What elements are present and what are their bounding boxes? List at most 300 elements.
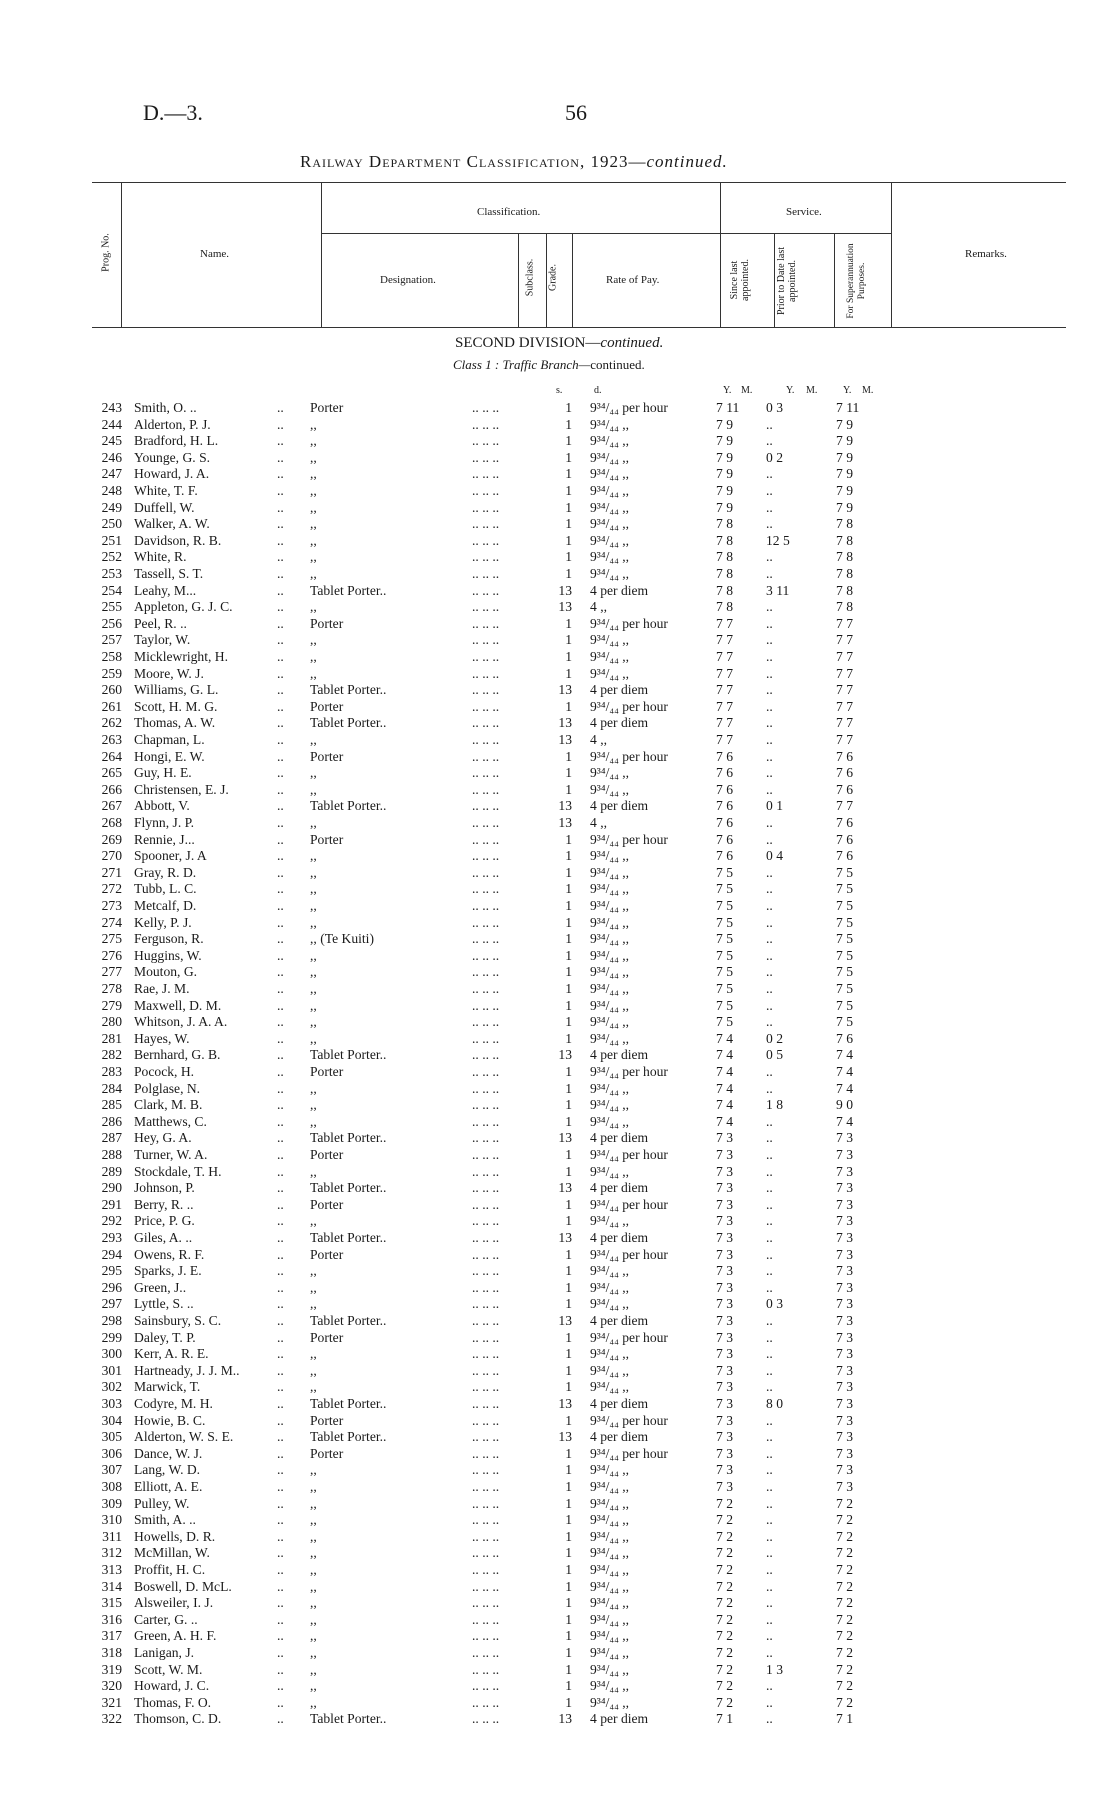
cell-rate-of-pay: 4 per diem [590, 1711, 649, 1727]
cell-rate-of-pay: 9³⁴/₄₄ ,, [590, 848, 630, 864]
cell-rate-of-pay: 9³⁴/₄₄ ,, [590, 898, 630, 913]
cell-since-last: 7 3 [716, 1230, 733, 1245]
cell-designation: ,, (Te Kuiti) [310, 931, 374, 947]
cell-since-last: 7 6 [716, 831, 733, 847]
cell-prior-to-date: .. [766, 1694, 773, 1710]
cell-subclass: 1 [565, 615, 572, 631]
leader-dots: .. .. .. [472, 881, 500, 897]
cell-since-last: 7 9 [716, 449, 733, 465]
cell-prog-no: 269 [101, 831, 122, 847]
leader-dots: .. [277, 1578, 284, 1594]
cell-prog-no: 296 [101, 1279, 122, 1295]
cell-since-last: 7 9 [716, 466, 733, 482]
cell-prior-to-date: .. [766, 615, 773, 631]
cell-prior-to-date: .. [766, 765, 773, 781]
cell-designation: ,, [310, 433, 317, 449]
cell-prog-no: 268 [101, 815, 122, 830]
cell-rate-of-pay: 9³⁴/₄₄ ,, [590, 1562, 630, 1577]
cell-name: Chapman, L. [134, 732, 205, 747]
col-grade: Grade. [547, 264, 559, 291]
cell-subclass: 1 [565, 914, 572, 930]
cell-subclass: 1 [565, 1412, 572, 1428]
cell-subclass: 1 [565, 532, 572, 548]
cell-rate-of-pay: 9³⁴/₄₄ ,, [590, 1678, 630, 1694]
cell-rate-of-pay: 9³⁴/₄₄ ,, [590, 1462, 630, 1478]
leader-dots: .. [277, 1130, 284, 1146]
cell-prog-no: 285 [101, 1097, 122, 1113]
cell-name: Tubb, L. C. [134, 881, 197, 897]
cell-designation: ,, [310, 848, 317, 864]
cell-rate-of-pay: 9³⁴/₄₄ ,, [590, 549, 630, 565]
cell-superannuation: 7 3 [836, 1462, 853, 1478]
cell-since-last: 7 5 [716, 931, 733, 947]
cell-designation: Porter [310, 1064, 344, 1079]
branch-continued: continued. [590, 357, 645, 372]
leader-dots: .. .. .. [472, 1180, 500, 1196]
table-row [0, 1313, 1114, 1329]
cell-prior-to-date: .. [766, 881, 773, 897]
cell-rate-of-pay: 9³⁴/₄₄ ,, [590, 931, 630, 947]
cell-since-last: 7 11 [716, 400, 740, 415]
cell-prior-to-date: .. [766, 1180, 773, 1196]
cell-prog-no: 260 [101, 682, 122, 698]
cell-subclass: 1 [565, 931, 572, 947]
col-prog-no: Prog. No. [100, 233, 112, 272]
cell-prior-to-date: .. [766, 1512, 773, 1528]
cell-subclass: 1 [565, 1528, 572, 1544]
cell-since-last: 7 1 [716, 1711, 733, 1727]
table-row [0, 1429, 1114, 1445]
table-row [0, 1097, 1114, 1113]
table-row [0, 1164, 1114, 1180]
cell-designation: ,, [310, 981, 317, 996]
cell-prior-to-date: .. [766, 632, 773, 648]
cell-prog-no: 255 [101, 599, 122, 615]
table-row [0, 1545, 1114, 1561]
cell-designation: ,, [310, 449, 317, 465]
cell-subclass: 1 [565, 400, 572, 415]
cell-rate-of-pay: 9³⁴/₄₄ ,, [590, 1296, 630, 1312]
col-classification: Classification. [477, 206, 541, 218]
cell-designation: ,, [310, 483, 317, 498]
cell-rate-of-pay: 9³⁴/₄₄ ,, [590, 1479, 630, 1494]
cell-superannuation: 7 8 [836, 532, 853, 548]
cell-subclass: 13 [558, 732, 572, 747]
cell-prog-no: 249 [101, 499, 122, 515]
leader-dots: .. .. .. [472, 449, 500, 465]
leader-dots: .. [277, 433, 284, 449]
table-row [0, 400, 1114, 416]
cell-rate-of-pay: 9³⁴/₄₄ ,, [590, 665, 630, 681]
cell-rate-of-pay: 9³⁴/₄₄ ,, [590, 964, 630, 980]
cell-since-last: 7 3 [716, 1379, 733, 1395]
rule-top [92, 182, 1066, 183]
table-row [0, 1612, 1114, 1628]
leader-dots: .. [277, 1379, 284, 1395]
cell-prior-to-date: .. [766, 1412, 773, 1428]
leader-dots: .. [277, 483, 284, 498]
leader-dots: .. [277, 1346, 284, 1362]
cell-subclass: 13 [558, 1180, 572, 1196]
cell-name: Howells, D. R. [134, 1528, 216, 1544]
cell-prog-no: 287 [101, 1130, 122, 1146]
cell-prior-to-date: .. [766, 1678, 773, 1694]
cell-since-last: 7 9 [716, 433, 733, 449]
rule-bottom [92, 327, 1066, 328]
table-row [0, 1346, 1114, 1362]
leader-dots: .. [277, 1147, 284, 1162]
table-row [0, 666, 1114, 682]
cell-subclass: 1 [565, 1379, 572, 1395]
cell-designation: ,, [310, 964, 317, 980]
cell-subclass: 1 [565, 566, 572, 581]
cell-subclass: 13 [558, 1130, 572, 1146]
leader-dots: .. .. .. [472, 532, 500, 548]
leader-dots: .. [277, 1097, 284, 1113]
cell-designation: Porter [310, 1412, 344, 1428]
cell-prior-to-date: .. [766, 1528, 773, 1544]
leader-dots: .. [277, 1611, 284, 1627]
cell-prior-to-date: .. [766, 649, 773, 664]
cell-subclass: 1 [565, 516, 572, 532]
col-since-last: Since last appointed. [729, 259, 751, 301]
cell-prior-to-date: .. [766, 781, 773, 797]
cell-superannuation: 7 3 [836, 1429, 853, 1445]
cell-name: Lyttle, S. .. [134, 1296, 194, 1312]
cell-subclass: 13 [558, 1711, 572, 1727]
leader-dots: .. [277, 1313, 284, 1328]
cell-since-last: 7 6 [716, 798, 733, 814]
cell-superannuation: 7 3 [836, 1479, 853, 1494]
cell-prior-to-date: .. [766, 1080, 773, 1096]
cell-since-last: 7 3 [716, 1462, 733, 1478]
cell-subclass: 1 [565, 1246, 572, 1262]
cell-rate-of-pay: 9³⁴/₄₄ ,, [590, 1097, 630, 1113]
cell-rate-of-pay: 9³⁴/₄₄ ,, [590, 1512, 630, 1528]
leader-dots: .. .. .. [472, 997, 500, 1013]
cell-name: Kelly, P. J. [134, 914, 192, 930]
leader-dots: .. [277, 566, 284, 581]
leader-dots: .. [277, 1296, 284, 1312]
leader-dots: .. [277, 898, 284, 913]
table-row [0, 998, 1114, 1014]
cell-superannuation: 7 8 [836, 599, 853, 615]
cell-subclass: 1 [565, 1147, 572, 1162]
leader-dots: .. [277, 582, 284, 598]
cell-superannuation: 7 3 [836, 1362, 853, 1378]
cell-prog-no: 299 [101, 1329, 122, 1345]
cell-name: Tassell, S. T. [134, 566, 204, 581]
leader-dots: .. .. .. [472, 715, 500, 731]
table-row [0, 1213, 1114, 1229]
cell-rate-of-pay: 9³⁴/₄₄ ,, [590, 1030, 630, 1046]
table-row [0, 848, 1114, 864]
leader-dots: .. .. .. [472, 1064, 500, 1079]
cell-prior-to-date: .. [766, 1213, 773, 1229]
cell-name: Appleton, G. J. C. [134, 599, 233, 615]
cell-since-last: 7 8 [716, 582, 733, 598]
leader-dots: .. .. .. [472, 1047, 500, 1063]
cell-designation: Porter [310, 748, 344, 764]
cell-rate-of-pay: 9³⁴/₄₄ per hour [590, 1445, 668, 1461]
cell-prior-to-date: .. [766, 1545, 773, 1561]
leader-dots: .. .. .. [472, 1163, 500, 1179]
cell-superannuation: 7 2 [836, 1562, 853, 1577]
cell-since-last: 7 8 [716, 566, 733, 581]
cell-since-last: 7 5 [716, 947, 733, 963]
cell-prog-no: 320 [101, 1678, 122, 1694]
table-row [0, 1147, 1114, 1163]
leader-dots: .. [277, 1396, 284, 1411]
table-row [0, 1529, 1114, 1545]
cell-prog-no: 253 [101, 566, 122, 581]
cell-superannuation: 7 9 [836, 483, 853, 498]
cell-since-last: 7 7 [716, 682, 733, 698]
cell-name: Williams, G. L. [134, 682, 219, 698]
table-row [0, 616, 1114, 632]
table-row [0, 815, 1114, 831]
cell-prior-to-date: .. [766, 433, 773, 449]
leader-dots: .. .. .. [472, 898, 500, 913]
cell-prog-no: 295 [101, 1263, 122, 1279]
cell-since-last: 7 2 [716, 1595, 733, 1611]
cell-prog-no: 250 [101, 516, 122, 532]
leader-dots: .. .. .. [472, 748, 500, 764]
cell-designation: ,, [310, 1645, 317, 1660]
rule-v9 [891, 182, 892, 327]
leader-dots: .. .. .. [472, 914, 500, 930]
cell-superannuation: 7 4 [836, 1064, 853, 1079]
cell-prog-no: 286 [101, 1113, 122, 1129]
cell-since-last: 7 2 [716, 1512, 733, 1528]
table-row [0, 948, 1114, 964]
col-rate: Rate of Pay. [606, 274, 660, 286]
cell-subclass: 1 [565, 831, 572, 847]
leader-dots: .. [277, 1562, 284, 1577]
leader-dots: .. [277, 981, 284, 996]
table-row [0, 715, 1114, 731]
cell-prog-no: 284 [101, 1080, 122, 1096]
cell-designation: ,, [310, 1263, 317, 1279]
unit-pence: d. [594, 385, 602, 396]
leader-dots: .. [277, 931, 284, 947]
cell-prior-to-date: .. [766, 1014, 773, 1030]
cell-since-last: 7 5 [716, 1014, 733, 1030]
cell-name: Gray, R. D. [134, 864, 197, 880]
cell-name: Green, A. H. F. [134, 1628, 217, 1644]
cell-prog-no: 308 [101, 1479, 122, 1494]
cell-subclass: 1 [565, 1346, 572, 1362]
leader-dots: .. [277, 1495, 284, 1511]
table-row [0, 433, 1114, 449]
cell-rate-of-pay: 4 per diem [590, 682, 649, 698]
cell-prior-to-date: .. [766, 1595, 773, 1611]
cell-name: Hongi, E. W. [134, 748, 205, 764]
cell-superannuation: 7 7 [836, 715, 853, 731]
leader-dots: .. .. .. [472, 1445, 500, 1461]
cell-designation: ,, [310, 1296, 317, 1312]
leader-dots: .. .. .. [472, 1213, 500, 1229]
cell-superannuation: 7 5 [836, 864, 853, 880]
cell-prior-to-date: .. [766, 1196, 773, 1212]
class-title [453, 357, 645, 373]
cell-designation: Porter [310, 831, 344, 847]
cell-name: Howard, J. C. [134, 1678, 210, 1694]
table-row [0, 1363, 1114, 1379]
cell-since-last: 7 4 [716, 1047, 733, 1063]
cell-since-last: 7 3 [716, 1445, 733, 1461]
cell-since-last: 7 5 [716, 997, 733, 1013]
cell-prior-to-date: .. [766, 1263, 773, 1279]
cell-name: Elliott, A. E. [134, 1479, 203, 1494]
cell-designation: ,, [310, 1678, 317, 1694]
cell-rate-of-pay: 9³⁴/₄₄ ,, [590, 864, 630, 880]
leader-dots: .. .. .. [472, 1230, 500, 1245]
cell-subclass: 1 [565, 1694, 572, 1710]
cell-prog-no: 259 [101, 665, 122, 681]
table-row [0, 1130, 1114, 1146]
cell-rate-of-pay: 9³⁴/₄₄ ,, [590, 1645, 630, 1660]
cell-since-last: 7 7 [716, 665, 733, 681]
leader-dots: .. [277, 516, 284, 532]
leader-dots: .. .. .. [472, 732, 500, 747]
leader-dots: .. .. .. [472, 1196, 500, 1212]
cell-designation: ,, [310, 632, 317, 648]
cell-name: Bradford, H. L. [134, 433, 219, 449]
cell-name: Younge, G. S. [134, 449, 211, 465]
leader-dots: .. [277, 449, 284, 465]
cell-rate-of-pay: 9³⁴/₄₄ ,, [590, 1611, 630, 1627]
cell-subclass: 1 [565, 416, 572, 432]
cell-designation: ,, [310, 1578, 317, 1594]
cell-designation: ,, [310, 1528, 317, 1544]
cell-designation: Porter [310, 615, 344, 631]
cell-name: Thomas, A. W. [134, 715, 216, 731]
cell-prior-to-date: .. [766, 931, 773, 947]
cell-since-last: 7 2 [716, 1545, 733, 1561]
table-row [0, 516, 1114, 532]
cell-rate-of-pay: 9³⁴/₄₄ ,, [590, 466, 630, 482]
leader-dots: .. [277, 765, 284, 781]
cell-subclass: 13 [558, 798, 572, 814]
cell-name: Bernhard, G. B. [134, 1047, 221, 1063]
cell-subclass: 1 [565, 864, 572, 880]
leader-dots: .. [277, 698, 284, 714]
cell-prog-no: 288 [101, 1147, 122, 1162]
cell-subclass: 1 [565, 1097, 572, 1113]
cell-designation: ,, [310, 665, 317, 681]
division-title [455, 335, 663, 352]
cell-prog-no: 266 [101, 781, 122, 797]
cell-since-last: 7 2 [716, 1578, 733, 1594]
leader-dots: .. [277, 632, 284, 648]
cell-designation: Tablet Porter.. [310, 1313, 387, 1328]
cell-prior-to-date: 0 5 [766, 1047, 783, 1063]
cell-rate-of-pay: 9³⁴/₄₄ ,, [590, 1528, 630, 1544]
cell-rate-of-pay: 9³⁴/₄₄ per hour [590, 1329, 668, 1345]
cell-since-last: 7 3 [716, 1180, 733, 1196]
leader-dots: .. .. .. [472, 400, 500, 415]
unit-since-years: Y. [723, 385, 732, 396]
cell-designation: ,, [310, 1628, 317, 1644]
leader-dots: .. [277, 599, 284, 615]
table-row [0, 782, 1114, 798]
cell-rate-of-pay: 9³⁴/₄₄ ,, [590, 649, 630, 664]
cell-since-last: 7 5 [716, 881, 733, 897]
cell-prior-to-date: .. [766, 665, 773, 681]
cell-superannuation: 7 8 [836, 566, 853, 581]
cell-superannuation: 7 5 [836, 898, 853, 913]
leader-dots: .. .. .. [472, 1628, 500, 1644]
cell-since-last: 7 6 [716, 748, 733, 764]
leader-dots: .. [277, 881, 284, 897]
cell-since-last: 7 3 [716, 1213, 733, 1229]
table-row [0, 1462, 1114, 1478]
cell-prog-no: 267 [101, 798, 122, 814]
cell-superannuation: 7 5 [836, 997, 853, 1013]
leader-dots: .. .. .. [472, 1296, 500, 1312]
cell-designation: ,, [310, 1462, 317, 1478]
cell-subclass: 1 [565, 1495, 572, 1511]
cell-rate-of-pay: 9³⁴/₄₄ ,, [590, 1014, 630, 1030]
rule-v2 [321, 182, 322, 327]
cell-prior-to-date: .. [766, 715, 773, 731]
leader-dots: .. .. .. [472, 1080, 500, 1096]
cell-name: Pocock, H. [134, 1064, 195, 1079]
cell-since-last: 7 2 [716, 1694, 733, 1710]
table-row [0, 1081, 1114, 1097]
cell-name: Hartneady, J. J. M.. [134, 1362, 240, 1378]
table-row [0, 981, 1114, 997]
leader-dots: .. .. .. [472, 1678, 500, 1694]
cell-subclass: 1 [565, 1296, 572, 1312]
cell-designation: ,, [310, 898, 317, 913]
cell-superannuation: 7 9 [836, 433, 853, 449]
leader-dots: .. [277, 1645, 284, 1660]
cell-rate-of-pay: 9³⁴/₄₄ ,, [590, 781, 630, 797]
cell-name: Codyre, M. H. [134, 1396, 213, 1411]
table-row [0, 1496, 1114, 1512]
table-row [0, 632, 1114, 648]
cell-prior-to-date: 1 3 [766, 1661, 783, 1677]
leader-dots: .. [277, 1080, 284, 1096]
table-row [0, 798, 1114, 814]
table-row [0, 1695, 1114, 1711]
cell-rate-of-pay: 9³⁴/₄₄ ,, [590, 1545, 630, 1561]
cell-rate-of-pay: 9³⁴/₄₄ ,, [590, 1346, 630, 1362]
cell-name: Mouton, G. [134, 964, 198, 980]
cell-rate-of-pay: 4 per diem [590, 582, 649, 598]
leader-dots: .. .. .. [472, 1661, 500, 1677]
cell-prog-no: 294 [101, 1246, 122, 1262]
table-row [0, 1247, 1114, 1263]
leader-dots: .. .. .. [472, 416, 500, 432]
cell-designation: ,, [310, 1611, 317, 1627]
leader-dots: .. .. .. [472, 931, 500, 947]
leader-dots: .. .. .. [472, 682, 500, 698]
leader-dots: .. [277, 1512, 284, 1528]
cell-name: Pulley, W. [134, 1495, 190, 1511]
cell-rate-of-pay: 9³⁴/₄₄ ,, [590, 516, 630, 532]
leader-dots: .. [277, 748, 284, 764]
rule-v6 [720, 182, 721, 327]
cell-designation: ,, [310, 466, 317, 482]
class-label: Class 1 : [453, 357, 500, 372]
leader-dots: .. .. .. [472, 1645, 500, 1660]
cell-since-last: 7 9 [716, 416, 733, 432]
cell-designation: Porter [310, 1246, 344, 1262]
leader-dots: .. [277, 682, 284, 698]
